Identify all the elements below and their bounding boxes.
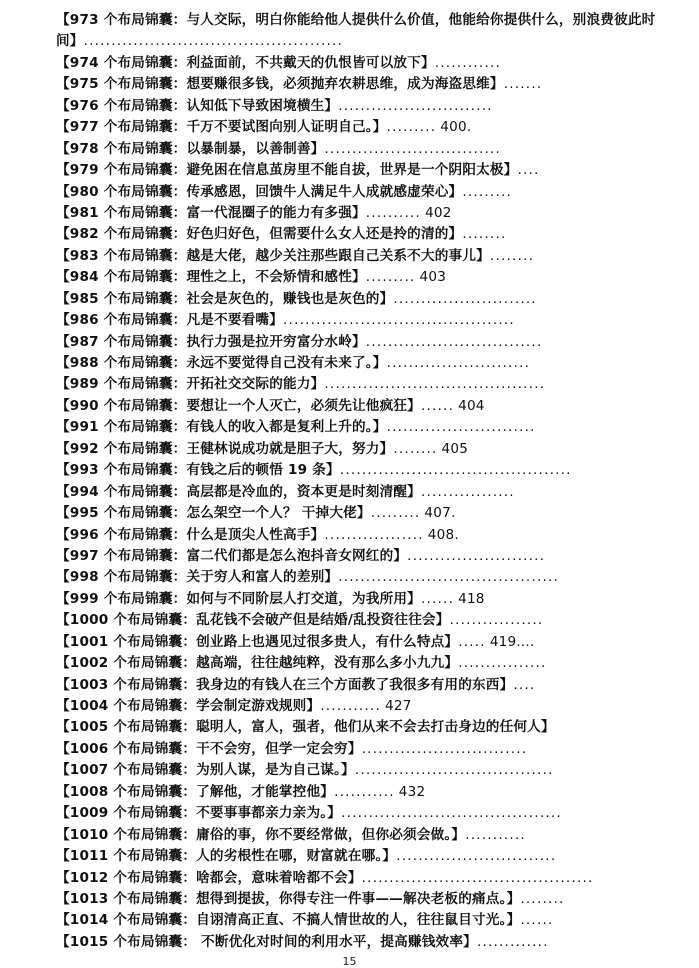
toc-entry-title: 【983 个布局锦囊：越是大佬，越少关注那些跟自己关系不大的事儿】 — [56, 247, 490, 264]
toc-entry-title: 【980 个布局锦囊：传承感恩，回馈牛人满足牛人成就感虚荣心】 — [56, 183, 463, 200]
toc-entry[interactable] — [56, 675, 662, 696]
toc-entry-leader-dots: .... — [517, 162, 540, 179]
toc-entry-title: 【1013 个布局锦囊：想得到提拔，你得专注一件事——解决老板的痛点。】 — [56, 890, 521, 907]
toc-entry[interactable] — [56, 289, 662, 310]
toc-entry-title: 【997 个布局锦囊：富二代们都是怎么泡抖音女网红的】 — [56, 547, 408, 564]
toc-entry-leader-dots: ..... — [458, 633, 486, 650]
toc-entry[interactable] — [56, 717, 662, 738]
toc-entry-leader-dots: ...... — [520, 912, 554, 929]
toc-entry-title: 【986 个布局锦囊：凡是不要看嘴】 — [56, 312, 284, 329]
toc-entry[interactable] — [56, 632, 662, 653]
toc-entry-leader-dots: ................................ — [324, 140, 502, 157]
page-number: 15 — [342, 955, 357, 968]
toc-entry-title: 【991 个布局锦囊：有钱人的收入都是复利上升的。】 — [56, 419, 387, 436]
toc-entry-title: 【978 个布局锦囊：以暴制暴，以善制善】 — [56, 140, 325, 157]
toc-entry[interactable] — [56, 332, 662, 353]
toc-entry-leader-dots: .......... — [365, 204, 422, 221]
toc-entry-leader-dots: ........................................ — [341, 805, 562, 822]
toc-entry-leader-dots: ........ — [462, 226, 507, 243]
toc-entry-leader-dots: ............ — [434, 54, 502, 71]
toc-entry-title: 【1012 个布局锦囊：啥都会，意味着啥都不会】 — [56, 869, 362, 886]
toc-entry-leader-dots: ............. — [476, 933, 549, 950]
toc-entry-title: 【977 个布局锦囊：千万不要试图向别人证明自己。】 — [56, 119, 387, 136]
toc-entry-title: 【974 个布局锦囊：利益面前，不共戴天的仇恨皆可以放下】 — [56, 54, 435, 71]
toc-entry[interactable] — [56, 782, 662, 803]
toc-entry[interactable] — [56, 310, 662, 331]
toc-entry-title: 【976 个布局锦囊：认知低下导致困境横生】 — [56, 97, 339, 114]
toc-entry-leader-dots: ......... — [365, 269, 416, 286]
toc-entry-page-number: 407. — [424, 505, 456, 522]
toc-entry-page-number: 408. — [427, 526, 459, 543]
toc-entry-leader-dots: ................. — [449, 612, 544, 629]
toc-entry[interactable] — [56, 267, 662, 288]
toc-entry[interactable] — [56, 910, 662, 931]
toc-entry-title: 【1014 个布局锦囊：自诩清高正直、不搞人情世故的人，往往鼠目寸光。】 — [56, 912, 521, 929]
toc-entry-title: 【993 个布局锦囊：有钱之后的顿悟 19 条】 — [56, 462, 340, 479]
toc-entry-leader-dots: .......................... — [393, 290, 537, 307]
toc-entry-page-number: 432 — [398, 783, 426, 800]
toc-entry-page-number: 400. — [440, 119, 472, 136]
toc-entry[interactable] — [56, 868, 662, 889]
toc-entry[interactable] — [56, 396, 662, 417]
toc-entry-leader-dots: ........ — [393, 440, 438, 457]
toc-entry-leader-dots: ................. — [420, 483, 515, 500]
toc-entry[interactable] — [56, 653, 662, 674]
toc-entry[interactable] — [56, 96, 662, 117]
toc-entry-leader-dots: ........... — [320, 698, 381, 715]
toc-entry[interactable] — [56, 224, 662, 245]
toc-entry[interactable] — [56, 417, 662, 438]
toc-entry-page-number: 419.... — [489, 633, 535, 650]
toc-entry-leader-dots: ......... — [462, 183, 513, 200]
toc-entry[interactable] — [56, 482, 662, 503]
toc-entry-leader-dots: ........... — [465, 826, 526, 843]
toc-entry-leader-dots: ........................................ — [324, 376, 546, 393]
toc-entry[interactable] — [56, 74, 662, 95]
toc-entry[interactable] — [56, 139, 662, 160]
toc-entry-title: 【1015 个布局锦囊： 不断优化对时间的利用水平，提高赚钱效率】 — [56, 933, 477, 950]
toc-entry[interactable] — [56, 53, 662, 74]
toc-entry-title: 【975 个布局锦囊：想要赚很多钱，必须抛弃农耕思维，成为海盗思维】 — [56, 76, 504, 93]
toc-entry-page-number: 403 — [419, 269, 447, 286]
toc-entry-leader-dots: ...... — [420, 590, 455, 607]
toc-entry-leader-dots: .......................................... — [339, 462, 572, 479]
toc-entry-title: 【998 个布局锦囊：关于穷人和富人的差别】 — [56, 569, 339, 586]
toc-entry[interactable] — [56, 503, 662, 524]
toc-entry-title: 【995 个布局锦囊：怎么架空一个人？ 干掉大佬】 — [56, 505, 371, 522]
toc-entry-title: 【982 个布局锦囊：好色归好色，但需要什么女人还是拎的清的】 — [56, 226, 463, 243]
toc-entry-title: 【988 个布局锦囊：永远不要觉得自己没有未来了。】 — [56, 355, 387, 372]
toc-entry-page-number: 427 — [385, 698, 412, 715]
toc-entry[interactable] — [56, 182, 662, 203]
toc-entry-leader-dots: ................................ — [365, 333, 543, 350]
toc-entry-title: 【1005 个布局锦囊：聪明人，富人，强者，他们从来不会去打击身边的任何人】 — [56, 719, 555, 736]
toc-entry-page-number: 418 — [458, 590, 485, 607]
toc-entry[interactable] — [56, 932, 662, 953]
toc-entry[interactable] — [56, 825, 662, 846]
toc-entry[interactable] — [56, 739, 662, 760]
toc-entry-leader-dots: ............................. — [396, 848, 557, 865]
toc-entry[interactable] — [56, 525, 662, 546]
toc-entry-leader-dots: ............................................... — [83, 33, 344, 50]
toc-entry-title: 【1004 个布局锦囊：学会制定游戏规则】 — [56, 698, 321, 715]
toc-entry[interactable] — [56, 246, 662, 267]
toc-entry-leader-dots: .......................................... — [283, 312, 515, 329]
toc-entry-title: 【979 个布局锦囊：避免困在信息茧房里不能自拔，世界是一个阴阳太极】 — [56, 162, 518, 179]
toc-entry-page-number: 405 — [441, 440, 469, 457]
toc-entry[interactable] — [56, 439, 662, 460]
table-of-contents — [56, 10, 662, 953]
toc-entry-leader-dots: ....... — [503, 76, 543, 93]
toc-entry-title: 【1007 个布局锦囊：为别人谋，是为自己谋。】 — [56, 762, 355, 779]
toc-entry-title: 【989 个布局锦囊：开拓社交交际的能力】 — [56, 376, 325, 393]
toc-entry-title: 【1008 个布局锦囊：了解他，才能掌控他】 — [56, 783, 335, 800]
toc-entry-title: 【984 个布局锦囊：理性之上，不会矫情和感性】 — [56, 269, 366, 286]
toc-entry-title: 【992 个布局锦囊：王健林说成功就是胆子大，努力】 — [56, 440, 394, 457]
toc-entry-leader-dots: .............................. — [361, 740, 528, 757]
toc-entry[interactable] — [56, 889, 662, 910]
toc-entry[interactable] — [56, 546, 662, 567]
toc-entry[interactable] — [56, 610, 662, 631]
toc-entry-title: 【1010 个布局锦囊：庸俗的事，你不要经常做，但你必须会做。】 — [56, 826, 466, 843]
toc-entry-title: 【1002 个布局锦囊：越高端，往往越纯粹，没有那么多小九九】 — [56, 655, 459, 672]
toc-entry-title: 【973 个布局锦囊：与人交际，明白你能给他人提供什么价值，他能给你提供什么，别浪费彼此时间】 — [56, 12, 656, 50]
toc-entry-title: 【999 个布局锦囊：如何与不同阶层人打交道，为我所用】 — [56, 590, 421, 607]
toc-entry[interactable] — [56, 460, 662, 481]
toc-entry-leader-dots: ......... — [386, 119, 437, 136]
toc-entry[interactable] — [56, 203, 662, 224]
toc-entry-title: 【985 个布局锦囊：社会是灰色的，赚钱也是灰色的】 — [56, 290, 394, 307]
toc-entry-leader-dots: .................. — [324, 526, 424, 543]
toc-entry-leader-dots: .................................... — [354, 762, 554, 779]
toc-entry-leader-dots: .......................................... — [361, 869, 594, 886]
toc-entry[interactable] — [56, 374, 662, 395]
toc-entry-title: 【1000 个布局锦囊：乱花钱不会破产但是结婚/乱投资往往会】 — [56, 612, 450, 629]
toc-entry-leader-dots: ......................... — [407, 547, 546, 564]
toc-entry-title: 【990 个布局锦囊：要想让一个人灭亡，必须先让他疯狂】 — [56, 397, 421, 414]
toc-entry-leader-dots: ........... — [334, 783, 395, 800]
toc-entry-leader-dots: ......... — [370, 505, 421, 522]
toc-entry-leader-dots: ........................................ — [338, 569, 560, 586]
toc-entry[interactable] — [56, 696, 662, 717]
toc-entry-leader-dots: ............................ — [338, 97, 493, 114]
toc-entry[interactable] — [56, 760, 662, 781]
toc-entry-title: 【1001 个布局锦囊：创业路上也遇见过很多贵人，有什么特点】 — [56, 633, 459, 650]
toc-entry-title: 【996 个布局锦囊：什么是顶尖人性高手】 — [56, 526, 325, 543]
toc-entry[interactable] — [56, 10, 662, 53]
toc-entry-leader-dots: ........ — [489, 247, 535, 264]
toc-entry-leader-dots: ...... — [420, 397, 455, 414]
toc-entry[interactable] — [56, 589, 662, 610]
toc-entry-title: 【1003 个布局锦囊：我身边的有钱人在三个方面教了我很多有用的东西】 — [56, 676, 514, 693]
toc-entry-leader-dots: .......................... — [386, 355, 531, 372]
toc-entry[interactable] — [56, 353, 662, 374]
toc-entry[interactable] — [56, 117, 662, 138]
toc-entry[interactable] — [56, 567, 662, 588]
toc-entry-title: 【1006 个布局锦囊：干不会穷，但学一定会穷】 — [56, 740, 362, 757]
toc-entry-leader-dots: .... — [513, 676, 536, 693]
toc-entry-title: 【1009 个布局锦囊：不要事事都亲力亲为。】 — [56, 805, 342, 822]
toc-entry[interactable] — [56, 803, 662, 824]
toc-entry-page-number: 404 — [458, 397, 485, 414]
toc-entry-title: 【994 个布局锦囊：高层都是冷血的，资本更是时刻清醒】 — [56, 483, 421, 500]
toc-entry-leader-dots: ........................... — [386, 419, 536, 436]
toc-entry[interactable] — [56, 160, 662, 181]
toc-entry-page-number: 402 — [425, 204, 452, 221]
toc-entry-title: 【987 个布局锦囊：执行力强是拉开穷富分水岭】 — [56, 333, 366, 350]
toc-entry-leader-dots: ........ — [520, 890, 565, 907]
toc-entry-title: 【1011 个布局锦囊：人的劣根性在哪，财富就在哪。】 — [56, 848, 397, 865]
toc-entry[interactable] — [56, 846, 662, 867]
toc-entry-leader-dots: ................ — [458, 655, 547, 672]
toc-entry-title: 【981 个布局锦囊：富一代混圈子的能力有多强】 — [56, 204, 366, 221]
